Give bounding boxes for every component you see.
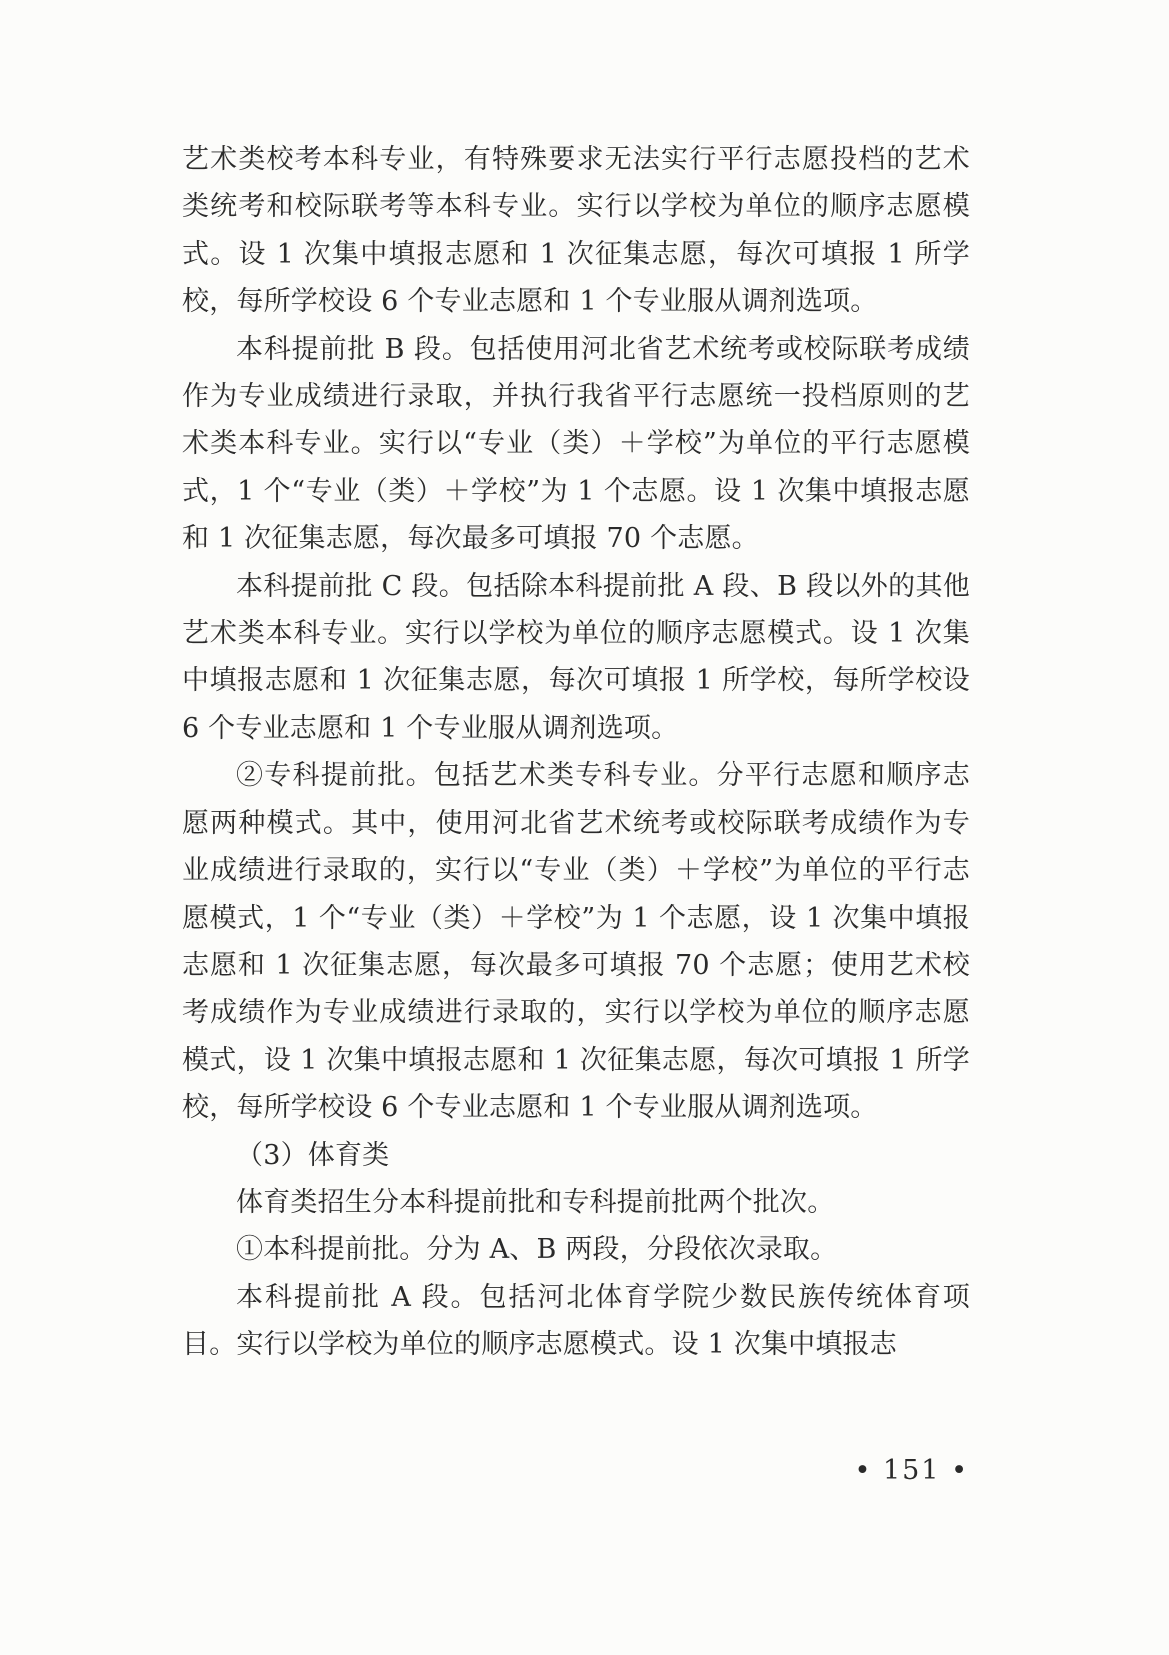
paragraph-junior-college-batch: ②专科提前批。包括艺术类专科专业。分平行志愿和顺序志愿两种模式。其中，使用河北省艺术统考或校际联考成绩作为专业成绩进行录取的，实行以“专业（类）＋学校”为单位的平行志愿模式，1 个“专业（类）＋学校”为 1 个志愿，设 1 次集中填报志愿和 1 次征集志愿，每次最多可填报 70 个志愿；使用艺术校考成绩作为专业成绩进行录取的，实行以学校为单位的顺序志愿模式，设 1 次集中填报志愿和 1 次征集志愿，每次可填报 1 所学校，每所学校设 6 个专业志愿和 1 个专业服从调剂选项。 (182, 760, 970, 1124)
paragraph-sports-intro: 体育类招生分本科提前批和专科提前批两个批次。 (236, 1186, 835, 1218)
paragraph-sports-batch-a: 本科提前批 A 段。包括河北体育学院少数民族传统体育项目。实行以学校为单位的顺序志愿模式。设 1 次集中填报志 (182, 1281, 970, 1361)
paragraph-art-school-exam: 艺术类校考本科专业，有特殊要求无法实行平行志愿投档的艺术类统考和校际联考等本科专业。实行以学校为单位的顺序志愿模式。设 1 次集中填报志愿和 1 次征集志愿，每次可填报 1 所学校，每所学校设 6 个专业志愿和 1 个专业服从调剂选项。 (182, 144, 970, 318)
body-text (182, 136, 970, 1369)
paragraph-batch-c: 本科提前批 C 段。包括除本科提前批 A 段、B 段以外的其他艺术类本科专业。实行以学校为单位的顺序志愿模式。设 1 次集中填报志愿和 1 次征集志愿，每次可填报 1 所学校，每所学校设 6 个专业志愿和 1 个专业服从调剂选项。 (182, 570, 970, 744)
paragraph-batch-b: 本科提前批 B 段。包括使用河北省艺术统考或校际联考成绩作为专业成绩进行录取，并执行我省平行志愿统一投档原则的艺术类本科专业。实行以“专业（类）＋学校”为单位的平行志愿模式，1 个“专业（类）＋学校”为 1 个志愿。设 1 次集中填报志愿和 1 次征集志愿，每次最多可填报 70 个志愿。 (182, 333, 970, 555)
section-heading-sports: （3）体育类 (236, 1139, 390, 1171)
paragraph-sports-undergrad-batch: ①本科提前批。分为 A、B 两段，分段依次录取。 (236, 1234, 838, 1266)
page-number: • 151 • (854, 1455, 969, 1486)
